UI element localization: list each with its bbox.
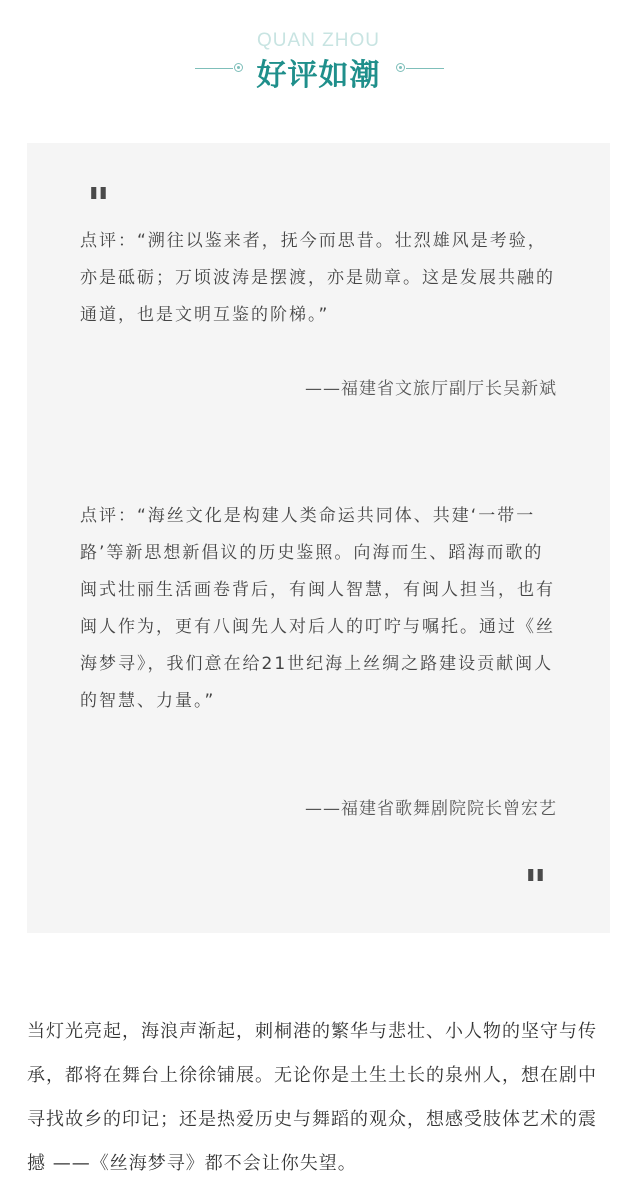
review-attribution-1: ——福建省文旅厅副厅长吴新斌 <box>305 379 557 399</box>
review-text-1: 点评：“溯往以鉴来者，抚今而思昔。壮烈雄风是考验，亦是砥砺；万顷波涛是摆渡，亦是勋章。这是发展共融的通道，也是文明互鉴的阶梯。” <box>80 231 555 325</box>
review-quote-box <box>27 143 610 933</box>
review-text-2: 点评：“海丝文化是构建人类命运共同体、共建‘一带一路’等新思想新倡议的历史鉴照。向海而生、蹈海而歌的闽式壮丽生活画卷背后，有闽人智慧，有闽人担当，也有闽人作为，更有八闽先人对后人的叮咛与嘱托。通过《丝海梦寻》，我们意在给21世纪海上丝绸之路建设贡献闽人的智慧、力量。” <box>80 506 555 711</box>
body-paragraph: 当灯光亮起，海浪声渐起，刺桐港的繁华与悲壮、小人物的坚守与传承，都将在舞台上徐徐铺展。无论你是土生土长的泉州人，想在剧中寻找故乡的印记；还是热爱历史与舞蹈的观众，想感受肢体艺术的震撼 ——《丝海梦寻》都不会让你失望。 <box>27 1021 597 1174</box>
ornament-dot-icon <box>396 63 405 72</box>
close-quote-icon: " <box>524 861 547 912</box>
section-title: 好评如潮 <box>256 58 381 93</box>
open-quote-icon: " <box>87 179 110 230</box>
header-divider-right <box>406 68 444 69</box>
review-attribution-2: ——福建省歌舞剧院院长曾宏艺 <box>305 799 557 819</box>
header-subtitle: QUAN ZHOU <box>257 30 380 51</box>
section-header <box>0 0 637 110</box>
